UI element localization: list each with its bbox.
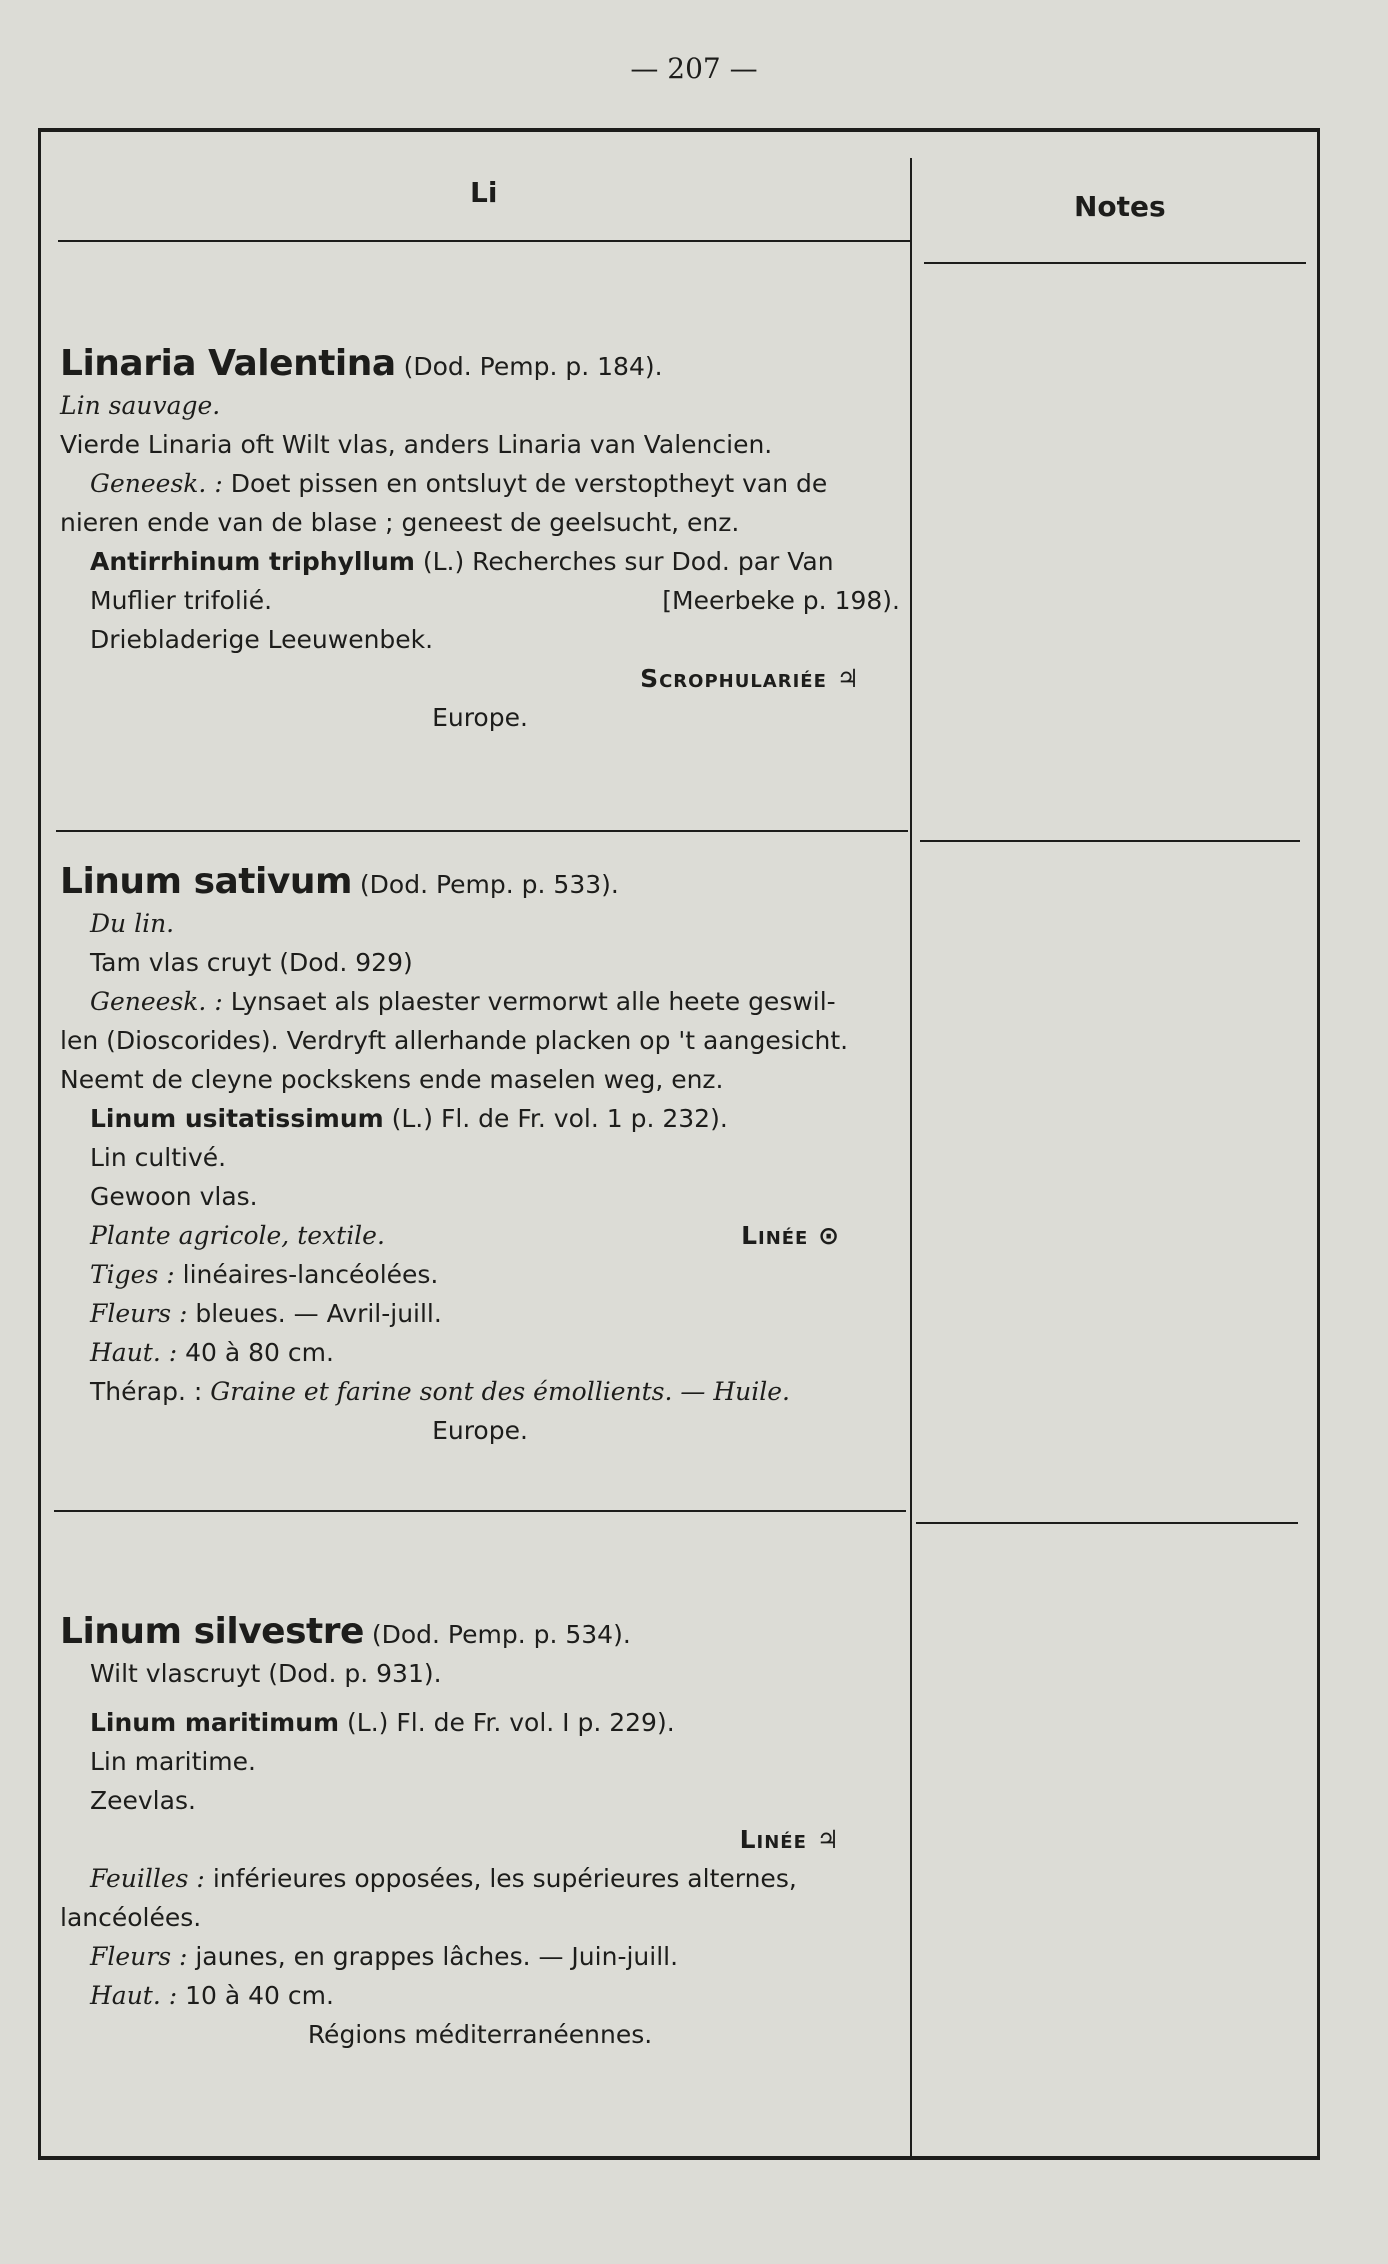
synonym-ref-cont: [Meerbeke p. 198). xyxy=(662,586,900,615)
dutch-name: Vierde Linaria oft Wilt vlas, anders Linaria van Valencien. xyxy=(60,430,773,459)
tiges: linéaires-lancéolées. xyxy=(182,1260,439,1289)
entry-title: Linum silvestre xyxy=(60,1611,364,1652)
entry-ref: (Dod. Pemp. p. 533). xyxy=(359,870,619,899)
haut-label: Haut. : xyxy=(90,1338,178,1367)
fleurs-label: Fleurs : xyxy=(90,1299,188,1328)
entry-title: Linaria Valentina xyxy=(60,343,396,384)
geneesk-label: Geneesk. : xyxy=(90,469,223,498)
geneesk-text-cont: nieren ende van de blase ; geneest de geelsucht, enz. xyxy=(60,508,740,537)
therap: Graine et farine sont des émollients. — Huile. xyxy=(210,1377,790,1406)
synonym-dutch: Zeevlas. xyxy=(90,1786,196,1815)
synonym-french: Lin cultivé. xyxy=(90,1143,227,1172)
synonym-ref: (L.) Fl. de Fr. vol. I p. 229). xyxy=(347,1708,675,1737)
geneesk-text: Doet pissen en ontsluyt de verstoptheyt van de xyxy=(230,469,828,498)
region: Régions méditerranéennes. xyxy=(307,2020,653,2049)
entry-divider-2-right xyxy=(916,1522,1298,1524)
entry-linum-sativum xyxy=(60,862,900,1450)
feuilles: inférieures opposées, les supérieures alternes, xyxy=(212,1864,797,1893)
synonym-ref: (L.) Fl. de Fr. vol. 1 p. 232). xyxy=(391,1104,728,1133)
family: Scrophulariée ♃ xyxy=(640,664,860,693)
dutch-name: Wilt vlascruyt (Dod. p. 931). xyxy=(90,1659,442,1688)
page-number: — 207 — xyxy=(630,52,758,85)
haut: 40 à 80 cm. xyxy=(185,1338,334,1367)
column-header-notes: Notes xyxy=(1074,190,1166,223)
family: Linée ♃ xyxy=(739,1825,840,1854)
column-divider xyxy=(910,158,912,2158)
synonym-french: Muflier trifolié. xyxy=(90,586,273,615)
family: Linée ⊙ xyxy=(741,1221,840,1250)
geneesk-label: Geneesk. : xyxy=(90,987,223,1016)
header-rule-right xyxy=(924,262,1306,264)
fleurs: bleues. — Avril-juill. xyxy=(195,1299,442,1328)
fleurs: jaunes, en grappes lâches. — Juin-juill. xyxy=(195,1942,679,1971)
dutch-name: Tam vlas cruyt (Dod. 929) xyxy=(90,948,413,977)
synonym-ref: (L.) Recherches sur Dod. par Van xyxy=(422,547,834,576)
fleurs-label: Fleurs : xyxy=(90,1942,188,1971)
entry-ref: (Dod. Pemp. p. 534). xyxy=(371,1620,631,1649)
synonym-dutch: Gewoon vlas. xyxy=(90,1182,258,1211)
entry-divider-2-left xyxy=(54,1510,906,1512)
region: Europe. xyxy=(432,1416,528,1445)
synonym-dutch: Driebladerige Leeuwenbek. xyxy=(90,625,434,654)
entry-title: Linum sativum xyxy=(60,861,352,902)
tiges-label: Tiges : xyxy=(90,1260,175,1289)
feuilles-label: Feuilles : xyxy=(90,1864,205,1893)
entry-ref: (Dod. Pemp. p. 184). xyxy=(403,352,663,381)
therap-label: Thérap. : xyxy=(90,1377,203,1406)
synonym-title: Antirrhinum triphyllum xyxy=(90,547,415,576)
use: Plante agricole, textile. xyxy=(90,1221,385,1250)
geneesk-text-cont: Neemt de cleyne pockskens ende maselen weg, enz. xyxy=(60,1065,724,1094)
haut-label: Haut. : xyxy=(90,1981,178,2010)
haut: 10 à 40 cm. xyxy=(185,1981,334,2010)
synonym-title: Linum usitatissimum xyxy=(90,1104,384,1133)
french-name: Lin sauvage. xyxy=(60,391,221,420)
entry-linum-silvestre xyxy=(60,1612,900,2054)
header-rule-left xyxy=(58,240,910,242)
entry-linaria-valentina xyxy=(60,344,900,737)
synonym-title: Linum maritimum xyxy=(90,1708,340,1737)
synonym-french: Lin maritime. xyxy=(90,1747,256,1776)
entry-divider-1-right xyxy=(920,840,1300,842)
geneesk-text-cont: len (Dioscorides). Verdryft allerhande placken op 't aangesicht. xyxy=(60,1026,849,1055)
geneesk-text: Lynsaet als plaester vermorwt alle heete geswil- xyxy=(230,987,836,1016)
column-header-li: Li xyxy=(470,176,498,209)
feuilles-cont: lancéolées. xyxy=(60,1903,202,1932)
region: Europe. xyxy=(432,703,528,732)
entry-divider-1-left xyxy=(56,830,908,832)
french-name: Du lin. xyxy=(90,909,175,938)
